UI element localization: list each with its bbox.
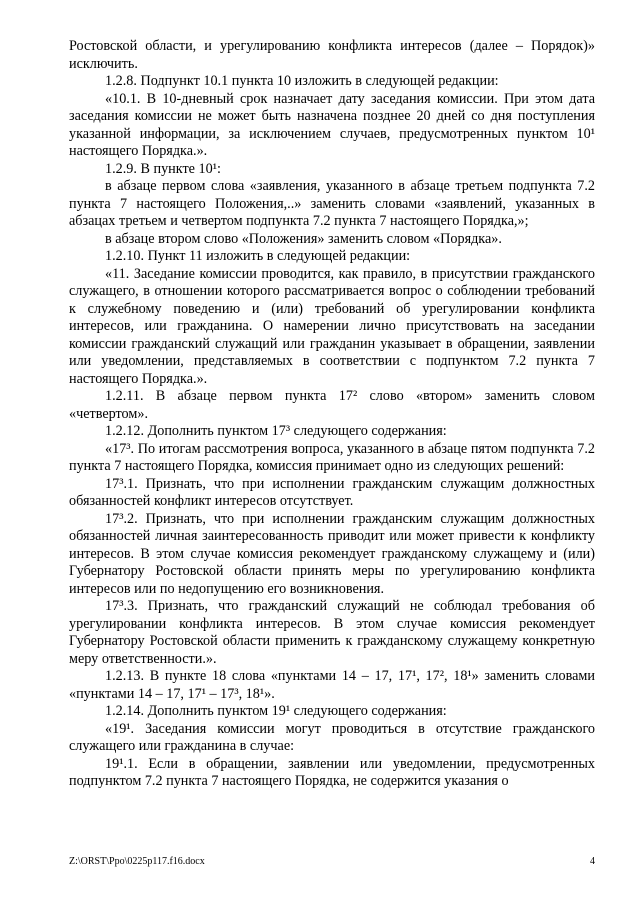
paragraph: 17³.2. Признать, что при исполнении гражданским служащим должностных обязанностей личная заинтересованность приводит или может привести к конфликту интересов. В этом случае комиссия рекомендует гражданскому служащему и (или) Губернатору Ростовской области принять меры по урегулированию конфликта интересов или по недопущению его возникновения.	[69, 510, 595, 597]
paragraph: 1.2.11. В абзаце первом пункта 17² слово «втором» заменить словом «четвертом».	[69, 388, 595, 422]
paragraph: в абзаце втором слово «Положения» заменить словом «Порядка».	[105, 230, 502, 247]
page-number: 4	[590, 856, 595, 867]
file-path: Z:\ORST\Ppo\0225p117.f16.docx	[69, 856, 205, 867]
paragraph: Ростовской области, и урегулированию конфликта интересов (далее – Порядок)» исключить.	[69, 38, 595, 72]
paragraph: 19¹.1. Если в обращении, заявлении или уведомлении, предусмотренных подпунктом 7.2 пункта 7 настоящего Порядка, не содержится указания о	[69, 755, 595, 789]
paragraph: 1.2.9. В пункте 10¹:	[105, 160, 221, 177]
paragraph: «19¹. Заседания комиссии могут проводиться в отсутствие гражданского служащего или гражданина в случае:	[69, 720, 595, 754]
paragraph: 17³.1. Признать, что при исполнении гражданским служащим должностных обязанностей конфликт интересов отсутствует.	[69, 475, 595, 509]
paragraph: «17³. По итогам рассмотрения вопроса, указанного в абзаце пятом подпункта 7.2 пункта 7 настоящего Порядка, комиссия принимает одно из следующих решений:	[69, 440, 595, 474]
paragraph: 17³.3. Признать, что гражданский служащий не соблюдал требования об урегулировании конфликта интересов. В этом случае комиссия рекомендует Губернатору Ростовской области применить к гражданскому служащему конкретную меру ответственности.».	[69, 598, 595, 667]
paragraph: в абзаце первом слова «заявления, указанного в абзаце третьем подпункта 7.2 пункта 7 настоящего Положения,..» заменить словами «заявлений, указанных в абзацах третьем и четвертом подпункта 7.2 пункта 7 настоящего Порядка,»;	[69, 178, 595, 229]
paragraph: 1.2.10. Пункт 11 изложить в следующей редакции:	[105, 248, 411, 264]
document-body	[69, 38, 595, 791]
paragraph: «11. Заседание комиссии проводится, как правило, в присутствии гражданского служащего, в отношении которого рассматривается вопрос о соблюдении требований к служебному поведению и (или) требований об урегулировании конфликта интересов, или гражданина. О намерении лично присутствовать на заседании комиссии гражданский служащий или гражданин указывает в обращении, заявлении или уведомлении, представляемых в соответствии с подпунктом 7.2 пункта 7 настоящего Порядка.».	[69, 265, 595, 387]
paragraph: 1.2.13. В пункте 18 слова «пунктами 14 – 17, 17¹, 17², 18¹» заменить словами «пунктами 14 – 17, 17¹ – 17³, 18¹».	[69, 668, 595, 702]
paragraph: 1.2.12. Дополнить пунктом 17³ следующего содержания:	[105, 423, 447, 439]
paragraph: 1.2.8. Подпункт 10.1 пункта 10 изложить в следующей редакции:	[105, 73, 499, 89]
paragraph: «10.1. В 10-дневный срок назначает дату заседания комиссии. При этом дата заседания комиссии не может быть назначена позднее 20 дней со дня поступления указанной информации, за исключением случаев, предусмотренных пунктом 10¹ настоящего Порядка.».	[69, 90, 595, 159]
paragraph: 1.2.14. Дополнить пунктом 19¹ следующего содержания:	[105, 703, 447, 719]
